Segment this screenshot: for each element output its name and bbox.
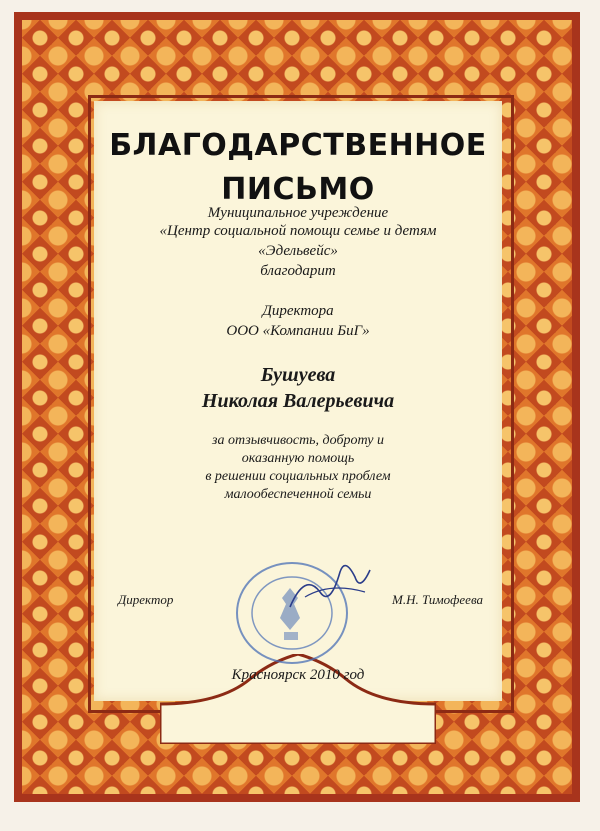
thanks-verb: благодарит [260, 263, 336, 279]
recipient-position-line-1: Директора [262, 303, 334, 319]
signer-role: Директор [118, 592, 174, 607]
signature-scribble [285, 552, 375, 622]
organization-line-1: Муниципальное учреждение [207, 205, 389, 221]
reason-line-1: за отзывчивость, доброту и [212, 433, 384, 448]
recipient-surname: Бушуева [260, 364, 336, 386]
title-line-1: БЛАГОДАРСТВЕННОЕ [109, 128, 487, 163]
title-line-2: ПИСЬМО [221, 172, 375, 207]
reason-line-2: оказанную помощь [241, 451, 355, 466]
place-and-year: Красноярск 2010 год [231, 667, 365, 683]
recipient-first-names: Николая Валерьевича [201, 390, 395, 412]
recipient-position-line-2: ООО «Компании БиГ» [226, 323, 370, 339]
reason-line-4: малообеспеченной семьи [224, 487, 372, 502]
organization-line-2: «Центр социальной помощи семье и детям [159, 223, 437, 239]
reason-line-3: в решении социальных проблем [205, 469, 391, 484]
organization-line-3: «Эдельвейс» [258, 243, 338, 259]
signer-name: М.Н. Тимофеева [392, 592, 484, 607]
